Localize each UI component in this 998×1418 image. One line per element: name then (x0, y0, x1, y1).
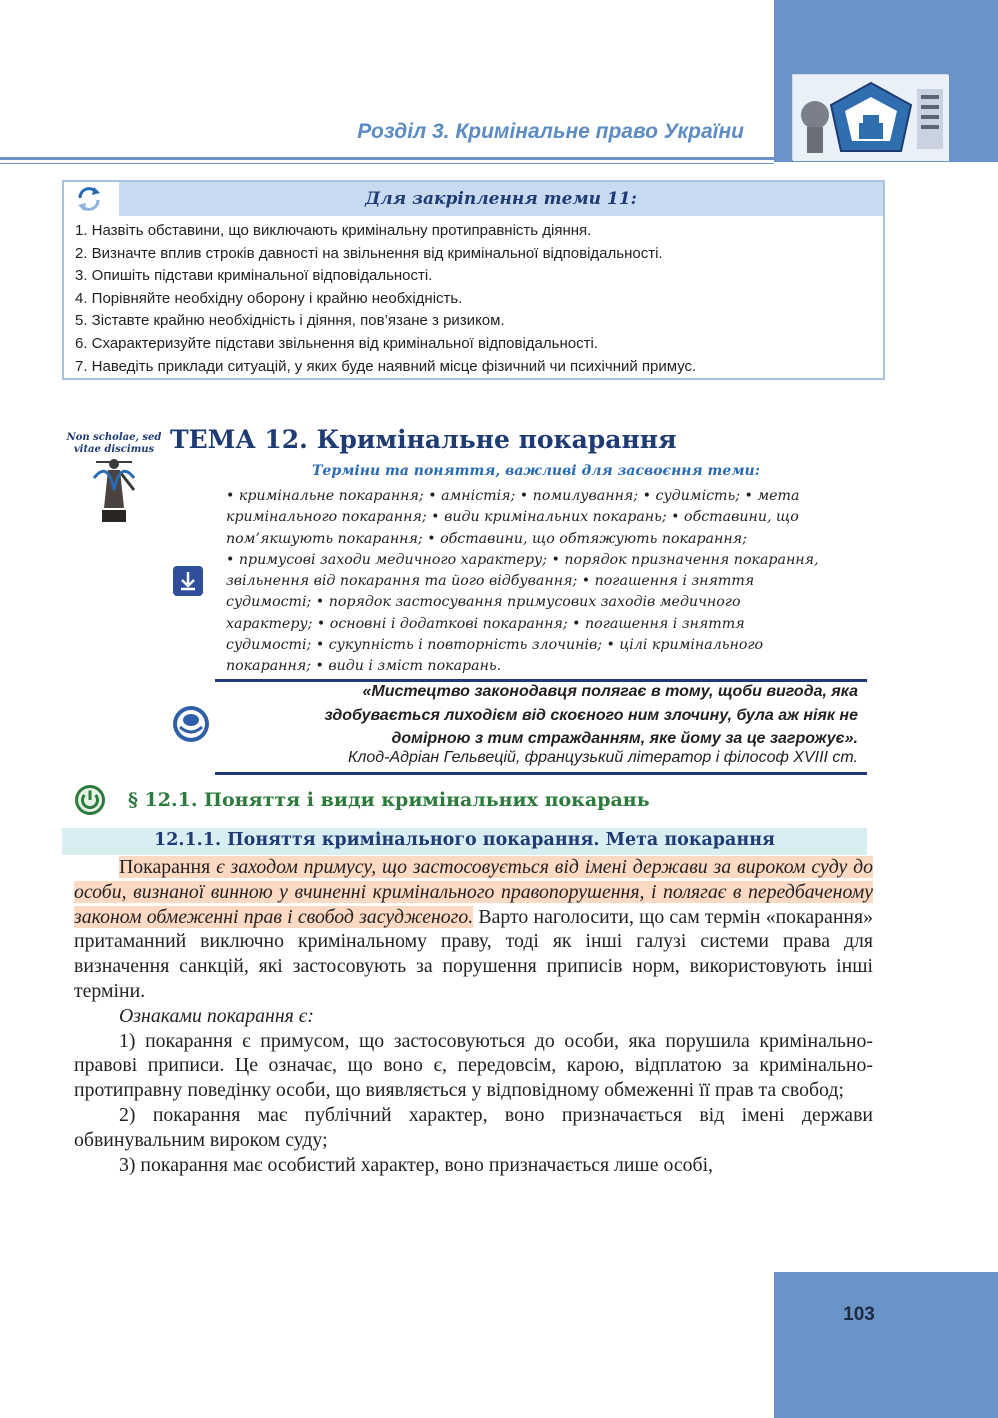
terms-line: • примусові заходи медичного характеру; • порядок призначення покарання, (226, 551, 819, 568)
quote-rule-bottom (215, 772, 867, 775)
themis-statue (66, 430, 162, 528)
quote (230, 680, 858, 751)
point-paragraph: 2) покарання має публічний характер, воно призначається від імені держави обвинувальним вироком суду; (74, 1103, 873, 1151)
body-text (74, 855, 873, 1177)
subsection-title: 12.1.1. Поняття кримінального покарання. Мета покарання (154, 830, 775, 850)
header-rule-thin (0, 163, 774, 164)
terms-line: судимості; • порядок застосування примусових заходів медичного (226, 594, 741, 611)
topic-title: ТЕМА 12. Кримінальне покарання (170, 425, 677, 454)
terms-list (226, 486, 866, 678)
download-icon (172, 565, 204, 597)
terms-line: • кримінальне покарання; • амністія; • помилування; • судимість; • мета (226, 488, 800, 504)
terms-line: характеру; • основні і додаткові покарання; • погашення і зняття (226, 615, 745, 632)
logo-emblem (792, 74, 948, 160)
point-paragraph: 1) покарання є примусом, що застосовуються до особи, яка порушила кримінально-правові приписи. Це означає, що воно є, передовсім, карою, відплатою за кримінально-протиправну поведінку особи, що виявляється у відповідному обмеженні її прав та свобод; (74, 1029, 873, 1102)
list-item: 3. Опишіть підстави кримінальної відповідальності. (75, 267, 433, 285)
signs-heading: Ознаками покарання є: (119, 1004, 315, 1027)
brain-hands-icon (172, 705, 210, 743)
quote-line: «Мистецтво законодавця полягає в тому, щоби вигода, яка (362, 683, 858, 700)
quote-author: Клод-Адріан Гельвецій, французький літератор і філософ XVIII ст. (347, 749, 858, 766)
refresh-icon (74, 184, 104, 214)
page-number: 103 (843, 1304, 875, 1325)
section-title: § 12.1. Поняття і види кримінальних покарань (128, 789, 650, 811)
terms-heading: Терміни та поняття, важливі для засвоєння теми: (312, 463, 760, 479)
definition-term: Покарання (119, 856, 211, 878)
review-box (62, 180, 885, 380)
list-item: 4. Порівняйте необхідну оборону і крайню необхідність. (75, 289, 463, 307)
terms-line: звільнення від покарання та його відбування; • погашення і зняття (226, 573, 755, 590)
list-item: 1. Назвіть обставини, що виключають кримінальну протиправність діяння. (75, 222, 592, 239)
definition-text: є заходом примусу, що застосовується від імені держави за вироком суду до особи, визнаної винною у вчиненні кримінального правопорушення, і полягає в передбаченому законом обмеженні прав і свобод засудженого. (74, 856, 873, 928)
quote-line: домірною з тим стражданням, яке йому за це загрожує». (391, 730, 858, 747)
quote-line: здобувається лиходієм від скоєного ним злочину, була аж ніяк не (324, 706, 858, 724)
list-item: 6. Схарактеризуйте підстави звільнення від кримінальної відповідальності. (75, 334, 598, 352)
definition-paragraph (74, 855, 873, 1004)
power-icon (74, 784, 106, 816)
list-item: 7. Наведіть приклади ситуацій, у яких буде наявний місце фізичний чи психічний примус. (75, 357, 697, 375)
terms-line: кримінального покарання; • види кримінальних покарань; • обставини, що (226, 509, 799, 526)
header-rule (0, 157, 774, 160)
review-title: Для закріплення теми 11: (119, 182, 883, 216)
definition-followup: Варто наголосити, що сам термін «покарання» притаманний виключно кримінальному праву, тоді як інші галузі системи права для визначення санкцій, які застосовують за порушення приписів норм, використовують інші терміни. (74, 905, 873, 1002)
chapter-title: Розділ 3. Кримінальне право України (357, 120, 744, 143)
review-list (75, 220, 879, 378)
list-item: 5. Зіставте крайню необхідність і діяння, пов’язане з ризиком. (75, 312, 505, 330)
terms-line: пом’якшують покарання; • обставини, що обтяжують покарання; (226, 530, 747, 547)
footer-color-bar (774, 1272, 998, 1418)
list-item: 2. Визначте вплив строків давності на звільнення від кримінальної відповідальності. (75, 244, 663, 262)
point-paragraph: 3) покарання має особистий характер, воно призначається лише особі, (119, 1153, 714, 1176)
terms-line: покарання; • види і зміст покарань. (226, 658, 502, 675)
terms-line: судимості; • сукупність і повторність злочинів; • цілі кримінального (226, 637, 764, 654)
svg-text:Non scholae, sed: Non scholae, sed (66, 432, 162, 443)
svg-text:vitae discimus: vitae discimus (73, 444, 155, 455)
